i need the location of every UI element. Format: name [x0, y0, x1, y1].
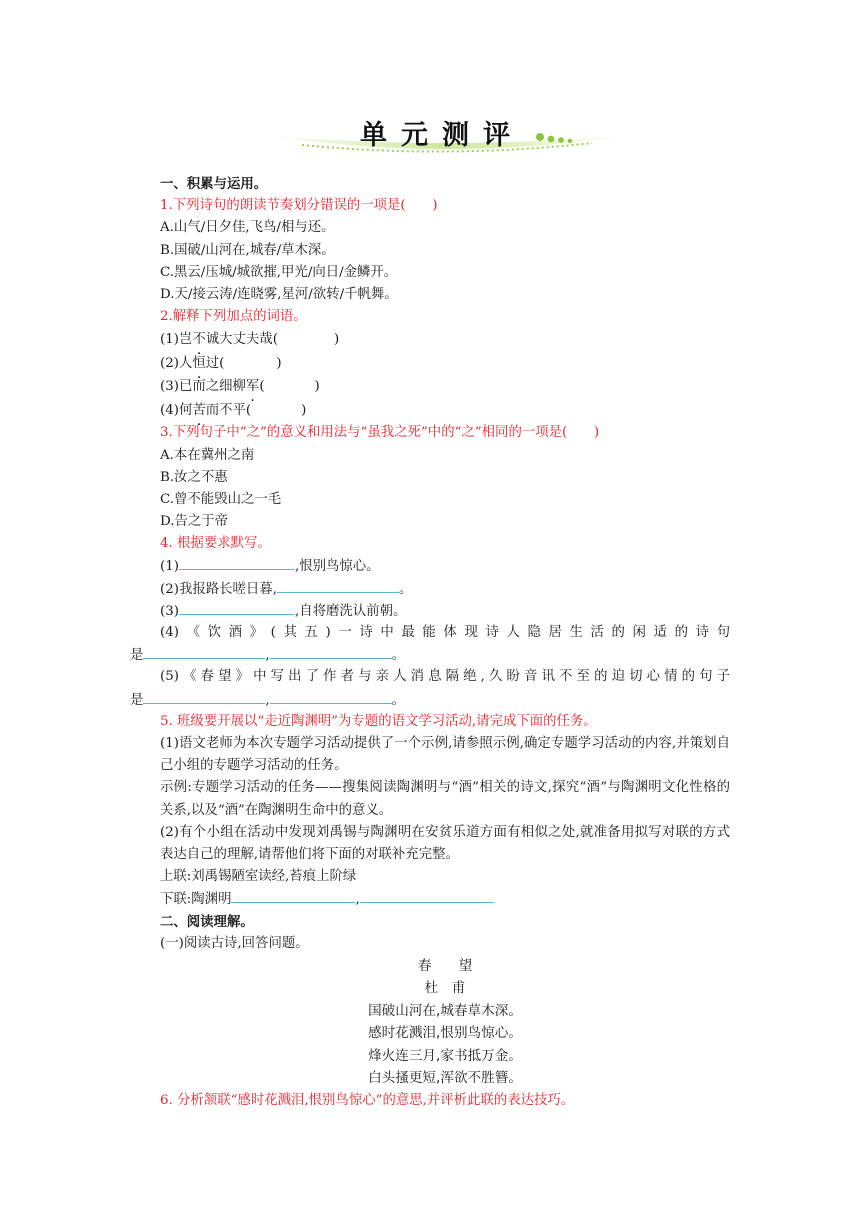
option-b: B.汝之不惠 — [160, 469, 228, 485]
question-6-stem: 6. 分析颔联“感时花溅泪,恨别鸟惊心”的意思,并评析此联的表达技巧。 — [160, 1092, 575, 1108]
option-b: B.国破/山河在,城春/草木深。 — [160, 242, 335, 258]
couplet-lower: 下联:陶渊明 , — [160, 888, 730, 910]
answer-blank[interactable] — [143, 644, 265, 659]
dictation-line: 是 , 。 — [130, 689, 730, 711]
section-heading: 二、阅读理解。 — [160, 913, 254, 930]
title-banner — [262, 105, 632, 165]
poem-author: 杜 甫 — [424, 980, 466, 997]
dictation-prompt: (5)《春望》中写出了作者与亲人消息隔绝,久盼音讯不至的迫切心情的句子 — [160, 669, 730, 685]
poem-line: 国破山河在,城春草木深。 — [368, 1002, 522, 1019]
poem-line: 烽火连三月,家书抵万金。 — [368, 1047, 522, 1064]
question-1-stem: 1.下列诗句的朗读节奏划分错误的一项是( ) — [160, 198, 438, 214]
section-heading: 一、积累与运用。 — [160, 176, 268, 192]
dictation-line: (1) ,恨别鸟惊心。 — [160, 555, 730, 577]
answer-blank[interactable] — [270, 689, 392, 704]
answer-blank[interactable] — [231, 888, 355, 903]
subsection-heading: (一)阅读古诗,回答问题。 — [160, 935, 309, 951]
dotted-word: 军 — [245, 379, 260, 395]
answer-blank[interactable] — [270, 644, 392, 659]
answer-blank[interactable] — [360, 888, 494, 903]
question-5-stem: 5. 班级要开展以“走近陶渊明”为专题的语文学习活动,请完成下面的任务。 — [160, 713, 597, 729]
option-a: A.山气/日夕佳,飞鸟/相与还。 — [160, 220, 335, 236]
question-2-item: (1)岂不诚大丈夫哉( ) — [160, 332, 340, 348]
dictation-line: (2)我报路长嗟日暮, 。 — [160, 578, 730, 600]
answer-blank[interactable] — [143, 689, 265, 704]
answer-blank[interactable] — [179, 600, 295, 615]
question-2-stem: 2.解释下列加点的词语。 — [160, 309, 307, 325]
question-5-example: 示例:专题学习活动的任务——搜集阅读陶渊明与“酒”相关的诗文,探究“酒”与陶渊明文化性格的关系,以及“酒”在陶渊明生命中的意义。 — [160, 780, 730, 818]
dictation-line: 是 , 。 — [130, 644, 730, 666]
page-title: 单元测评 — [360, 120, 524, 151]
dotted-word: 苦 — [192, 402, 206, 418]
option-a: A.本在冀州之南 — [160, 447, 255, 463]
dotted-word: 恒 — [192, 355, 206, 371]
question-5-paragraph: (1)语文老师为本次专题学习活动提供了一个示例,请参照示例,确定专题学习活动的内容,并策划自己小组的专题学习活动的任务。 — [160, 735, 730, 774]
question-4-stem: 4. 根据要求默写。 — [160, 536, 271, 552]
poem-title: 春 望 — [417, 957, 473, 974]
answer-blank[interactable] — [277, 578, 399, 593]
poem — [160, 955, 730, 1090]
question-2-item: (3)已而之细柳军( ) — [160, 379, 320, 395]
poem-line: 感时花溅泪,恨别鸟惊心。 — [368, 1025, 522, 1042]
question-2-item: (2)人恒过( ) — [160, 355, 282, 371]
dictation-line: (3) ,自将磨洗认前朝。 — [160, 600, 730, 622]
option-d: D.天/接云涛/连晓雾,星河/欲转/千帆舞。 — [160, 286, 398, 302]
question-3-stem: 3.下列句子中“之”的意义和用法与“虽我之死”中的“之”相同的一项是( ) — [160, 425, 600, 441]
option-d: D.告之于帝 — [160, 514, 229, 530]
dictation-prompt: (4)《饮酒》(其五)一诗中最能体现诗人隐居生活的闲适的诗句 — [160, 625, 730, 640]
answer-blank[interactable] — [179, 555, 295, 570]
dotted-word: 不 — [192, 332, 206, 348]
question-2-item: (4)何苦而不平( ) — [160, 402, 307, 418]
option-c: C.黑云/压城/城欲摧,甲光/向日/金鳞开。 — [160, 264, 398, 280]
option-c: C.曾不能毁山之一毛 — [160, 491, 282, 507]
document-body — [130, 173, 730, 1112]
question-5-paragraph: (2)有个小组在活动中发现刘禹锡与陶渊明在安贫乐道方面有相似之处,就准备用拟写对联的方式表达自己的理解,请帮他们将下面的对联补充完整。 — [160, 824, 730, 862]
couplet-upper: 上联:刘禹锡陋室读经,苔痕上阶绿 — [160, 869, 357, 885]
poem-line: 白头搔更短,浑欲不胜簪。 — [368, 1070, 522, 1087]
